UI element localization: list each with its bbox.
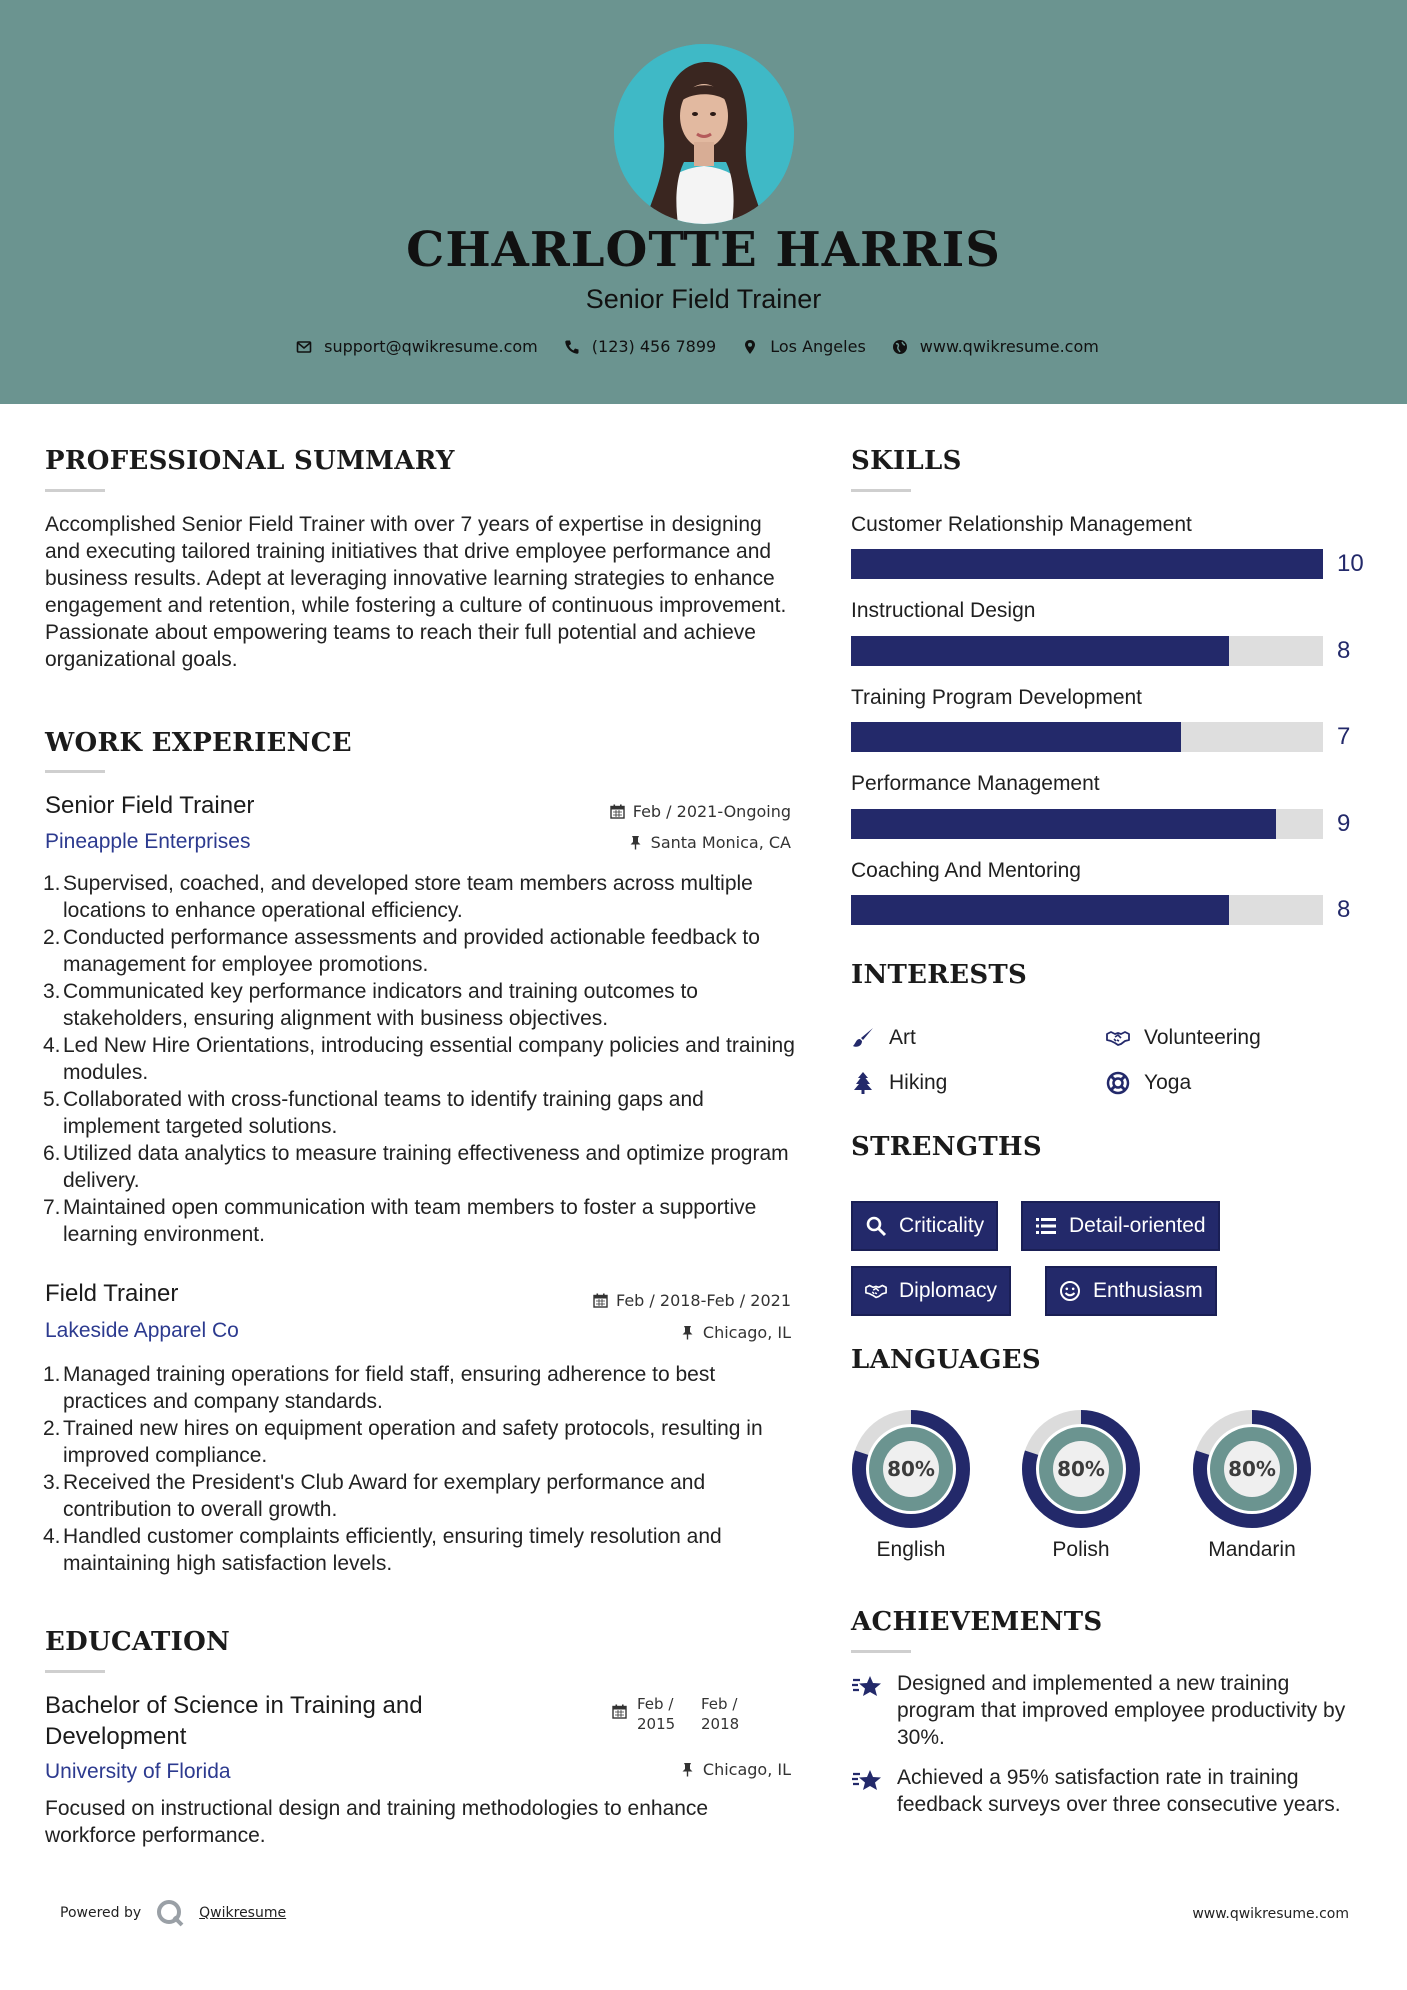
company-name[interactable]: Lakeside Apparel Co <box>45 1319 239 1342</box>
interest-volunteering <box>1106 1026 1261 1050</box>
skill-bar-fill <box>851 895 1229 925</box>
contact-email-text: support@qwikresume.com <box>324 337 538 356</box>
language-polish <box>1016 1408 1146 1562</box>
education-dates <box>612 1694 792 1734</box>
contact-bar <box>0 337 1407 356</box>
language-name: Polish <box>1052 1538 1110 1561</box>
list-item: 6. Utilized data analytics to measure training effectiveness and optimize program delivery. <box>43 1142 789 1192</box>
summary-rule <box>45 489 105 492</box>
list-item: 3. Received the President's Club Award for exemplary performance and contribution to overall growth. <box>43 1471 706 1521</box>
list-item: 2. Trained new hires on equipment operation and safety protocols, resulting in improved compliance. <box>43 1417 763 1467</box>
company-name[interactable]: Pineapple Enterprises <box>45 830 251 853</box>
education-rule <box>45 1670 105 1673</box>
skill-bar <box>851 722 1323 752</box>
list-item: 1. Supervised, coached, and developed store team members across multiple locations to enhance operational efficiency. <box>43 872 753 922</box>
skill-label: Instructional Design <box>851 599 1036 622</box>
experience-heading: WORK EXPERIENCE <box>45 728 352 758</box>
strength-badge-diplomacy <box>851 1266 1011 1316</box>
language-ring <box>1191 1408 1313 1530</box>
smile-icon <box>1059 1280 1081 1302</box>
list-icon <box>1035 1215 1057 1237</box>
skill-label: Training Program Development <box>851 686 1143 709</box>
map-marker-icon <box>742 339 758 355</box>
contact-website[interactable] <box>892 337 1099 356</box>
achievement-text: Achieved a 95% satisfaction rate in training feedback surveys over three consecutive years. <box>897 1766 1341 1816</box>
skill-value: 8 <box>1337 637 1351 664</box>
pin-icon <box>680 1762 695 1777</box>
skill-bar-fill <box>851 809 1276 839</box>
skill-value: 9 <box>1337 810 1351 837</box>
calendar-icon <box>612 1704 627 1719</box>
interest-label: Art <box>889 1026 916 1049</box>
interest-art <box>851 1026 916 1050</box>
handshake-icon <box>1106 1026 1130 1050</box>
skill-bar-fill <box>851 549 1323 579</box>
language-ring <box>1020 1408 1142 1530</box>
summary-heading: PROFESSIONAL SUMMARY <box>45 446 455 476</box>
strength-label: Detail-oriented <box>1069 1214 1206 1237</box>
star-icon <box>851 1670 883 1702</box>
education-heading: EDUCATION <box>45 1627 231 1657</box>
footer-website-link[interactable]: www.qwikresume.com <box>1192 1906 1349 1922</box>
skill-bar-fill <box>851 722 1181 752</box>
achievement-text: Designed and implemented a new training program that improved employee productivity by 30%. <box>897 1672 1346 1749</box>
language-ring <box>850 1408 972 1530</box>
strength-label: Enthusiasm <box>1093 1279 1203 1302</box>
education-location-text: Chicago, IL <box>702 1760 791 1779</box>
list-item: 3. Communicated key performance indicators and training outcomes to stakeholders, ensuring alignment with business objectives. <box>43 980 698 1030</box>
qwikresume-logo-icon <box>155 1898 185 1928</box>
footer-brand-link[interactable]: Qwikresume <box>199 1905 287 1921</box>
interest-label: Hiking <box>889 1071 948 1094</box>
summary-text: Accomplished Senior Field Trainer with over 7 years of expertise in designing and executing tailored training initiatives that drive employee performance and business results. Adept at leveraging innovative learning strategies to enhance engagement and retention, while fostering a culture of continuous improvement. Passionate about empowering teams to reach their full potential and achieve organizational goals. <box>45 513 787 671</box>
paint-brush-icon <box>851 1026 875 1050</box>
education-description: Focused on instructional design and training methodologies to enhance workforce performance. <box>45 1797 709 1847</box>
interest-yoga <box>1106 1071 1191 1095</box>
skill-bar <box>851 895 1323 925</box>
list-item: 4. Handled customer complaints efficiently, ensuring timely resolution and maintaining high satisfaction levels. <box>43 1525 722 1575</box>
life-ring-icon <box>1106 1071 1130 1095</box>
job-duties-list <box>45 1361 795 1577</box>
language-english <box>846 1408 976 1562</box>
search-icon <box>865 1215 887 1237</box>
profile-photo <box>614 44 794 224</box>
footer-powered-label: Powered by <box>60 1905 142 1921</box>
candidate-name: CHARLOTTE HARRIS <box>406 222 1001 278</box>
contact-location-text: Los Angeles <box>770 337 866 356</box>
handshake-icon <box>865 1280 887 1302</box>
skill-bar <box>851 636 1323 666</box>
interest-label: Yoga <box>1144 1071 1192 1094</box>
contact-email[interactable] <box>296 337 538 356</box>
skill-value: 8 <box>1337 896 1351 923</box>
interests-heading: INTERESTS <box>851 960 1028 990</box>
list-item: 2. Conducted performance assessments and provided actionable feedback to management for employee promotions. <box>43 926 760 976</box>
job-location-text: Chicago, IL <box>702 1323 791 1342</box>
education-location <box>600 1760 791 1779</box>
job-location-text: Santa Monica, CA <box>650 833 791 852</box>
star-icon <box>851 1764 883 1796</box>
phone-icon <box>564 339 580 355</box>
list-item: 7. Maintained open communication with team members to foster a supportive learning environment. <box>43 1196 757 1246</box>
achievement-item <box>851 1764 1371 1818</box>
language-percent: 80% <box>1228 1457 1276 1481</box>
skills-rule <box>851 489 911 492</box>
job-dates-text: Feb / 2021-Ongoing <box>632 802 791 821</box>
skill-bar-fill <box>851 636 1229 666</box>
interest-hiking <box>851 1071 947 1095</box>
skills-heading: SKILLS <box>851 446 962 476</box>
tree-icon <box>851 1071 875 1095</box>
skill-label: Customer Relationship Management <box>851 513 1192 536</box>
globe-icon <box>892 339 908 355</box>
languages-heading: LANGUAGES <box>851 1345 1041 1375</box>
job-dates-text: Feb / 2018-Feb / 2021 <box>616 1291 791 1310</box>
strengths-heading: STRENGTHS <box>851 1132 1042 1162</box>
skill-value: 7 <box>1337 723 1351 750</box>
calendar-icon <box>610 804 625 819</box>
education-start-date: Feb / 2015 <box>637 1695 676 1733</box>
job-location <box>500 1323 791 1342</box>
job-duties-list <box>45 870 795 1248</box>
job-dates <box>500 1291 791 1310</box>
job-dates <box>500 802 791 821</box>
school-name[interactable]: University of Florida <box>45 1760 231 1783</box>
language-percent: 80% <box>1057 1457 1105 1481</box>
envelope-icon <box>296 339 312 355</box>
contact-phone-text: (123) 456 7899 <box>591 337 717 356</box>
skill-label: Performance Management <box>851 772 1100 795</box>
list-item: 5. Collaborated with cross-functional teams to identify training gaps and implement targeted solutions. <box>43 1088 704 1138</box>
footer-powered-by <box>60 1898 286 1928</box>
list-item: 4. Led New Hire Orientations, introducing essential company policies and training modules. <box>43 1034 795 1084</box>
list-item: 1. Managed training operations for field staff, ensuring adherence to best practices and company standards. <box>43 1363 716 1413</box>
experience-rule <box>45 770 105 773</box>
strength-label: Diplomacy <box>899 1279 998 1302</box>
education-end-date: Feb / 2018 <box>701 1695 740 1733</box>
language-name: English <box>876 1538 946 1561</box>
achievements-heading: ACHIEVEMENTS <box>851 1607 1103 1637</box>
job-location <box>500 833 791 852</box>
language-percent: 80% <box>887 1457 935 1481</box>
job-title: Field Trainer <box>45 1280 179 1307</box>
contact-location <box>742 337 866 356</box>
achievements-rule <box>851 1650 911 1653</box>
contact-website-text: www.qwikresume.com <box>919 337 1099 356</box>
job-title: Senior Field Trainer <box>45 792 255 819</box>
skill-label: Coaching And Mentoring <box>851 859 1081 882</box>
skill-value: 10 <box>1337 550 1364 577</box>
header-banner <box>0 0 1407 404</box>
strength-badge-criticality <box>851 1201 998 1251</box>
achievement-item <box>851 1670 1371 1751</box>
calendar-icon <box>593 1293 608 1308</box>
strength-label: Criticality <box>899 1214 985 1237</box>
pin-icon <box>628 835 643 850</box>
candidate-title: Senior Field Trainer <box>585 284 822 314</box>
pin-icon <box>680 1325 695 1340</box>
skill-bar <box>851 549 1323 579</box>
skill-bar <box>851 809 1323 839</box>
contact-phone[interactable] <box>564 337 716 356</box>
strength-badge-enthusiasm <box>1045 1266 1217 1316</box>
language-mandarin <box>1187 1408 1317 1562</box>
interest-label: Volunteering <box>1144 1026 1261 1049</box>
language-name: Mandarin <box>1208 1538 1296 1561</box>
strength-badge-detail-oriented <box>1021 1201 1220 1251</box>
degree-title: Bachelor of Science in Training and Development <box>45 1692 423 1750</box>
